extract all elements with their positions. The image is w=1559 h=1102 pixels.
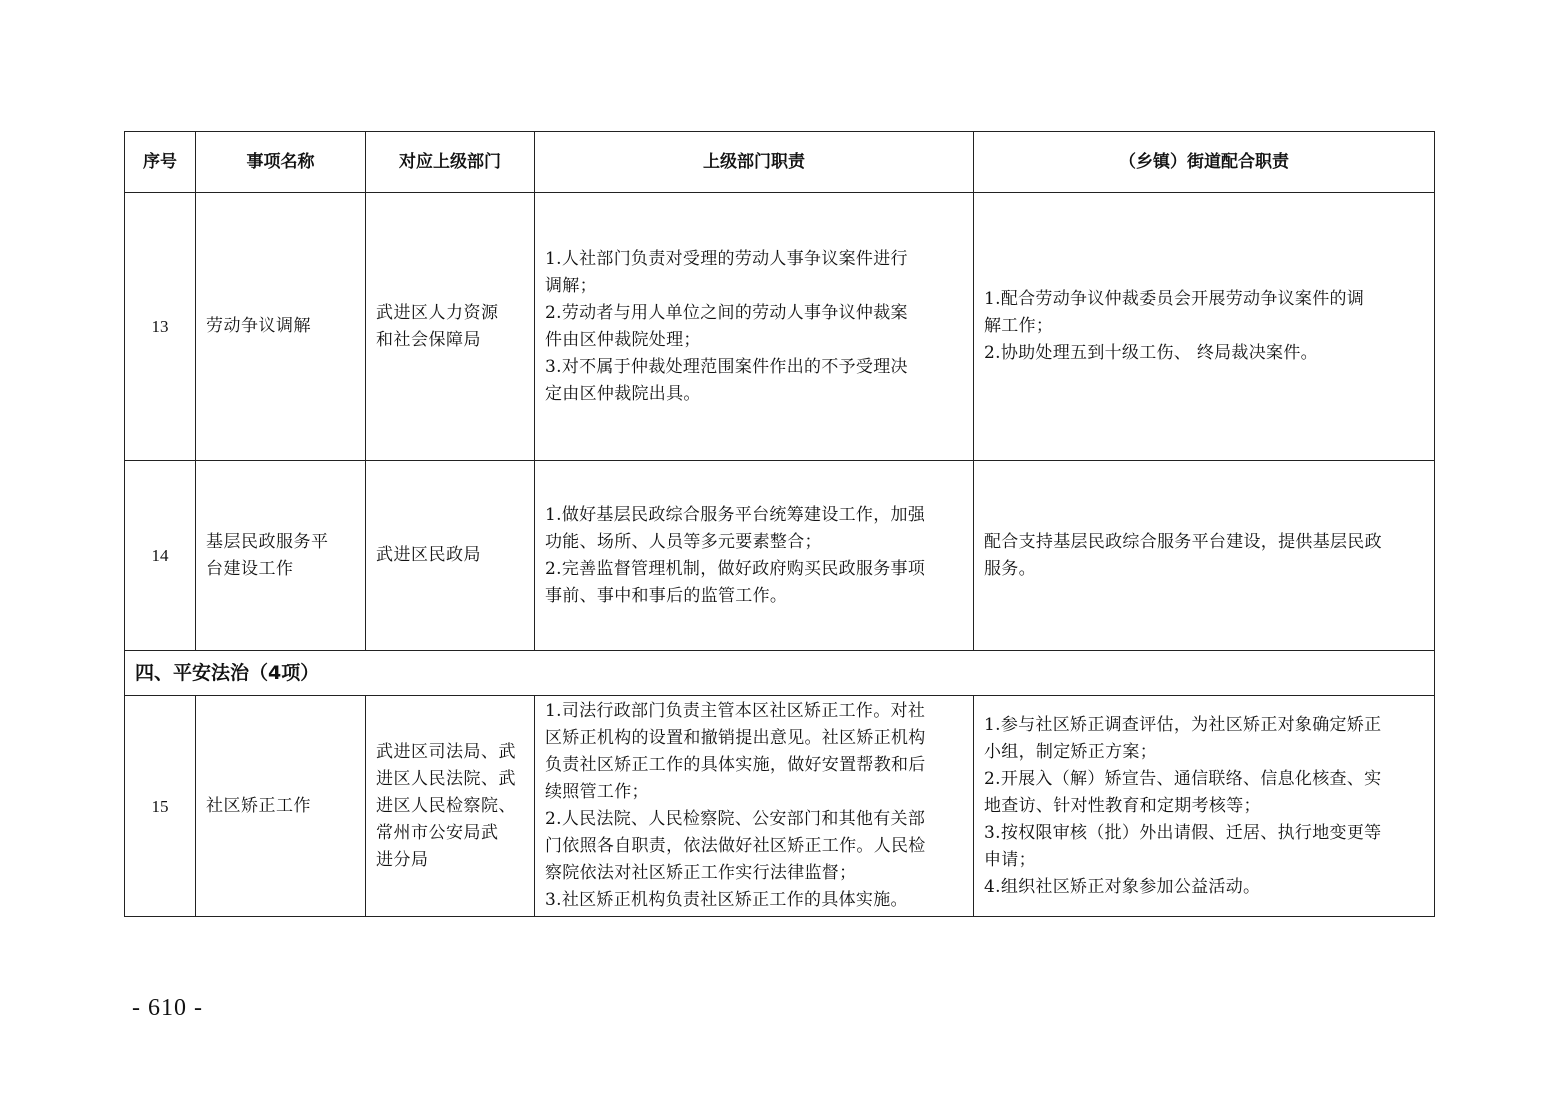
dept-cell — [366, 461, 535, 651]
duty-line: 2.完善监督管理机制，做好政府购买民政服务事项 — [545, 558, 926, 579]
header-street-duty: （乡镇）街道配合职责 — [974, 132, 1435, 193]
duty-line: 区矫正机构的设置和撤销提出意见。社区矫正机构 — [545, 728, 926, 748]
duty-line: 门依照各自职责，依法做好社区矫正工作。人民检 — [545, 836, 926, 856]
item-name-line: 基层民政服务平 — [206, 531, 329, 552]
duty-line: 1.人社部门负责对受理的劳动人事争议案件进行 — [545, 248, 908, 269]
street-duty-cell — [974, 193, 1435, 461]
row-number: 15 — [125, 696, 196, 917]
duty-line: 3.社区矫正机构负责社区矫正工作的具体实施。 — [545, 890, 908, 910]
header-upper-duty: 上级部门职责 — [535, 132, 974, 193]
duty-line: 服务。 — [984, 558, 1036, 579]
section-heading-row — [125, 651, 1435, 696]
page-number: - 610 - — [132, 995, 203, 1021]
dept-line: 武进区司法局、武 — [376, 741, 516, 762]
header-upper-dept: 对应上级部门 — [366, 132, 535, 193]
duty-line: 定由区仲裁院出具。 — [545, 383, 701, 404]
duty-line: 解工作； — [984, 316, 1054, 336]
item-name-cell — [196, 696, 366, 917]
duty-line: 事前、事中和事后的监管工作。 — [545, 585, 788, 606]
duty-line: 1.司法行政部门负责主管本区社区矫正工作。对社 — [545, 701, 926, 721]
item-name-cell — [196, 193, 366, 461]
duty-line: 2.开展入（解）矫宣告、通信联络、信息化核查、实 — [984, 768, 1382, 789]
dept-line: 进分局 — [376, 849, 429, 870]
duty-line: 3.对不属于仲裁处理范围案件作出的不予受理决 — [545, 356, 908, 377]
table-row — [125, 193, 1435, 461]
header-item-name: 事项名称 — [196, 132, 366, 193]
item-name-line: 社区矫正工作 — [206, 795, 311, 816]
dept-line: 常州市公安局武 — [376, 822, 499, 843]
duty-line: 件由区仲裁院处理； — [545, 329, 701, 350]
duty-line: 小组，制定矫正方案； — [984, 741, 1157, 762]
duty-line: 功能、场所、人员等多元要素整合； — [545, 531, 822, 552]
street-duty-cell — [974, 461, 1435, 651]
duty-line: 2.协助处理五到十级工伤、 终局裁决案件。 — [984, 343, 1318, 363]
duty-line: 申请； — [984, 849, 1036, 870]
duty-line: 1.配合劳动争议仲裁委员会开展劳动争议案件的调 — [984, 289, 1365, 309]
duty-line: 负责社区矫正工作的具体实施，做好安置帮教和后 — [545, 755, 926, 775]
duty-line: 调解； — [545, 275, 597, 296]
header-seq: 序号 — [125, 132, 196, 193]
row-number: 14 — [125, 461, 196, 651]
item-name-line: 台建设工作 — [206, 558, 294, 579]
duty-line: 2.人民法院、人民检察院、公安部门和其他有关部 — [545, 809, 926, 829]
duty-line: 配合支持基层民政综合服务平台建设，提供基层民政 — [984, 531, 1382, 552]
dept-line: 武进区民政局 — [376, 545, 481, 565]
table-row — [125, 461, 1435, 651]
duty-line: 3.按权限审核（批）外出请假、迁居、执行地变更等 — [984, 822, 1382, 843]
table-header-row — [125, 132, 1435, 193]
dept-cell — [366, 193, 535, 461]
duty-line: 1.做好基层民政综合服务平台统筹建设工作，加强 — [545, 504, 926, 525]
item-name-cell — [196, 461, 366, 651]
dept-line: 和社会保障局 — [376, 329, 481, 350]
duty-line: 地查访、针对性教育和定期考核等； — [984, 795, 1261, 816]
upper-duty-cell — [535, 696, 974, 917]
section-heading: 四、平安法治（4项） — [125, 651, 1435, 696]
dept-line: 进区人民检察院、 — [376, 795, 516, 816]
table-row — [125, 696, 1435, 917]
duty-line: 4.组织社区矫正对象参加公益活动。 — [984, 876, 1261, 897]
duty-line: 续照管工作； — [545, 782, 649, 802]
duty-table — [124, 131, 1435, 917]
duty-line: 2.劳动者与用人单位之间的劳动人事争议仲裁案 — [545, 302, 908, 323]
dept-line: 进区人民法院、武 — [376, 768, 516, 789]
row-number: 13 — [125, 193, 196, 461]
street-duty-cell — [974, 696, 1435, 917]
duty-line: 1.参与社区矫正调查评估，为社区矫正对象确定矫正 — [984, 714, 1382, 735]
dept-line: 武进区人力资源 — [376, 302, 499, 323]
upper-duty-cell — [535, 193, 974, 461]
duty-line: 察院依法对社区矫正工作实行法律监督； — [545, 863, 857, 883]
item-name-line: 劳动争议调解 — [206, 316, 311, 336]
dept-cell — [366, 696, 535, 917]
upper-duty-cell — [535, 461, 974, 651]
